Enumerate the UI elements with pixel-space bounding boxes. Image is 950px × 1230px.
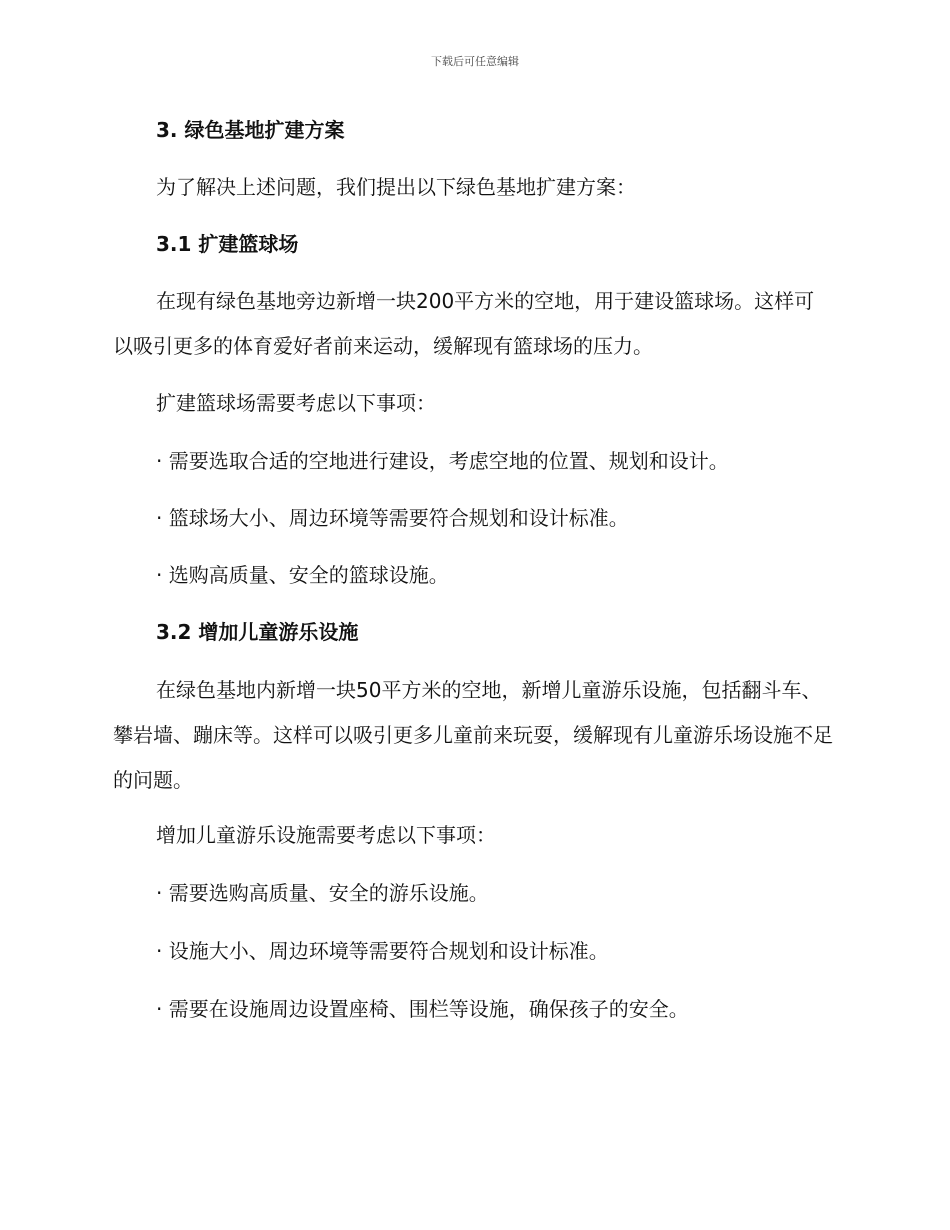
section-3-2-body: 在绿色基地内新增一块50平方米的空地，新增儿童游乐设施，包括翻斗车、攀岩墙、蹦床等。这样可以吸引更多儿童前来玩耍，缓解现有儿童游乐场设施不足的问题。: [113, 678, 833, 792]
section-3-intro: 为了解决上述问题，我们提出以下绿色基地扩建方案：: [156, 175, 636, 199]
section-3-2-considerations: 增加儿童游乐设施需要考虑以下事项：: [156, 823, 496, 847]
section-3-1-heading: 3.1 扩建篮球场: [156, 232, 299, 256]
section-3-1-considerations: 扩建篮球场需要考虑以下事项：: [156, 391, 436, 415]
list-item: · 需要选购高质量、安全的游乐设施。: [156, 881, 489, 905]
list-item: · 选购高质量、安全的篮球设施。: [156, 563, 449, 587]
section-3-2-heading: 3.2 增加儿童游乐设施: [156, 620, 359, 644]
list-item: · 需要在设施周边设置座椅、围栏等设施，确保孩子的安全。: [156, 997, 689, 1021]
list-item: · 需要选取合适的空地进行建设，考虑空地的位置、规划和设计。: [156, 449, 729, 473]
section-3-heading: 3. 绿色基地扩建方案: [156, 118, 345, 142]
list-item: · 设施大小、周边环境等需要符合规划和设计标准。: [156, 939, 609, 963]
section-3-1-body: 在现有绿色基地旁边新增一块200平方米的空地，用于建设篮球场。这样可以吸引更多的体育爱好者前来运动，缓解现有篮球场的压力。: [113, 289, 815, 358]
page-header-note: 下载后可任意编辑: [431, 55, 519, 68]
list-item: · 篮球场大小、周边环境等需要符合规划和设计标准。: [156, 506, 629, 530]
